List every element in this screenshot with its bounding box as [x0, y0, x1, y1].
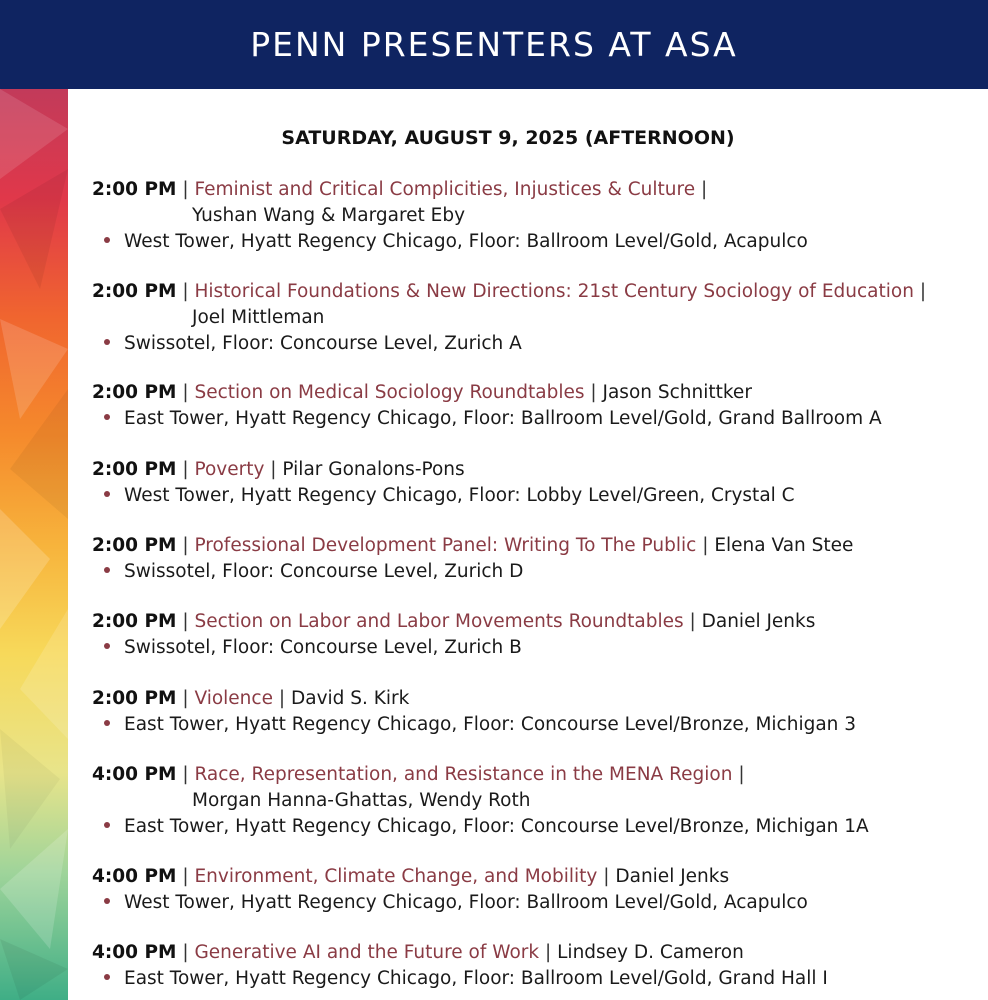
separator: |: [689, 611, 696, 632]
session-location: [92, 966, 972, 992]
session-presenters: Daniel Jenks: [615, 866, 730, 887]
bullet-icon: [104, 720, 110, 726]
bullet-icon: [104, 898, 110, 904]
separator: |: [182, 281, 189, 302]
separator: |: [278, 688, 286, 709]
separator: |: [182, 535, 189, 556]
separator: |: [182, 764, 189, 785]
bullet-icon: [104, 237, 110, 243]
session-time: 2:00 PM: [92, 382, 177, 403]
session-title: Section on Labor and Labor Movements Roundtables: [194, 611, 684, 632]
session-location: [92, 635, 972, 661]
location-text: East Tower, Hyatt Regency Chicago, Floor: Concourse Level/Bronze, Michigan 1A: [124, 816, 869, 837]
session-location: [92, 559, 972, 585]
session-title: Section on Medical Sociology Roundtables: [194, 382, 585, 403]
session-header: [92, 533, 972, 559]
separator: |: [603, 866, 610, 887]
session-header: [92, 279, 972, 305]
separator: |: [701, 179, 708, 200]
session-item: [92, 940, 972, 992]
separator: |: [738, 764, 745, 785]
session-presenters: Elena Van Stee: [714, 535, 854, 556]
session-item: [92, 457, 972, 509]
day-heading: SATURDAY, AUGUST 9, 2025 (AFTERNOON): [281, 127, 735, 149]
session-header: [92, 940, 972, 966]
session-title: Professional Development Panel: Writing To The Public: [194, 535, 697, 556]
session-presenters: David S. Kirk: [290, 688, 410, 709]
session-time: 4:00 PM: [92, 866, 177, 887]
session-location: [92, 712, 972, 738]
separator: |: [182, 866, 189, 887]
bullet-icon: [104, 822, 110, 828]
bullet-icon: [104, 339, 110, 345]
separator: |: [182, 179, 189, 200]
session-title: Feminist and Critical Complicities, Injustices & Culture: [194, 179, 696, 200]
session-time: 2:00 PM: [92, 281, 177, 302]
session-time: 2:00 PM: [92, 611, 177, 632]
session-time: 2:00 PM: [92, 459, 177, 480]
session-item: [92, 177, 972, 255]
session-header: [92, 177, 972, 203]
session-item: [92, 609, 972, 661]
session-item: [92, 380, 972, 432]
session-title: Historical Foundations & New Directions: 21st Century Sociology of Education: [194, 281, 914, 302]
session-title: Poverty: [194, 459, 265, 480]
session-presenters: Jason Schnittker: [602, 382, 752, 403]
rainbow-stripe-graphic: [0, 89, 68, 1000]
location-text: West Tower, Hyatt Regency Chicago, Floor: Lobby Level/Green, Crystal C: [124, 485, 795, 506]
session-title: Environment, Climate Change, and Mobility: [194, 866, 598, 887]
location-text: West Tower, Hyatt Regency Chicago, Floor: Ballroom Level/Gold, Acapulco: [124, 892, 808, 913]
session-time: 4:00 PM: [92, 942, 177, 963]
session-title: Race, Representation, and Resistance in the MENA Region: [194, 764, 733, 785]
location-text: East Tower, Hyatt Regency Chicago, Floor: Concourse Level/Bronze, Michigan 3: [124, 714, 857, 735]
session-presenters: Daniel Jenks: [701, 611, 816, 632]
bullet-icon: [104, 414, 110, 420]
session-time: 2:00 PM: [92, 688, 177, 709]
separator: |: [182, 382, 189, 403]
session-time: 2:00 PM: [92, 535, 177, 556]
location-text: East Tower, Hyatt Regency Chicago, Floor: Ballroom Level/Gold, Grand Hall I: [124, 968, 828, 989]
bullet-icon: [104, 567, 110, 573]
session-presenters: Pilar Gonalons-Pons: [282, 459, 465, 480]
rainbow-stripe: [0, 89, 68, 1000]
location-text: Swissotel, Floor: Concourse Level, Zurich D: [124, 561, 524, 582]
separator: |: [182, 688, 189, 709]
location-text: West Tower, Hyatt Regency Chicago, Floor: Ballroom Level/Gold, Acapulco: [124, 231, 808, 252]
separator: |: [919, 281, 927, 302]
session-presenters: Yushan Wang & Margaret Eby: [192, 205, 466, 226]
session-item: [92, 762, 972, 840]
session-location: [92, 229, 972, 255]
session-header: [92, 609, 972, 635]
session-location: [92, 406, 972, 432]
session-header: [92, 864, 972, 890]
bullet-icon: [104, 643, 110, 649]
session-presenters: Morgan Hanna-Ghattas, Wendy Roth: [192, 790, 531, 811]
separator: |: [270, 459, 277, 480]
separator: |: [182, 459, 189, 480]
schedule-content: [68, 89, 988, 1000]
session-presenters: Joel Mittleman: [192, 307, 325, 328]
separator: |: [182, 611, 189, 632]
separator: |: [545, 942, 552, 963]
session-header: [92, 457, 972, 483]
session-header: [92, 762, 972, 788]
location-text: Swissotel, Floor: Concourse Level, Zurich B: [124, 637, 522, 658]
session-location: [92, 890, 972, 916]
session-time: 2:00 PM: [92, 179, 177, 200]
separator: |: [182, 942, 189, 963]
session-item: [92, 279, 972, 357]
session-title: Generative AI and the Future of Work: [194, 942, 540, 963]
session-title: Violence: [194, 688, 273, 709]
separator: |: [590, 382, 597, 403]
session-presenters: Lindsey D. Cameron: [557, 942, 744, 963]
session-location: [92, 483, 972, 509]
header-banner: [0, 0, 988, 89]
session-location: [92, 814, 972, 840]
location-text: Swissotel, Floor: Concourse Level, Zurich A: [124, 333, 522, 354]
session-item: [92, 864, 972, 916]
bullet-icon: [104, 491, 110, 497]
location-text: East Tower, Hyatt Regency Chicago, Floor: Ballroom Level/Gold, Grand Ballroom A: [124, 408, 882, 429]
session-header: [92, 686, 972, 712]
session-item: [92, 686, 972, 738]
session-location: [92, 331, 972, 357]
session-header: [92, 380, 972, 406]
session-item: [92, 533, 972, 585]
bullet-icon: [104, 974, 110, 980]
separator: |: [702, 535, 709, 556]
session-time: 4:00 PM: [92, 764, 177, 785]
page-title: PENN PRESENTERS AT ASA: [250, 25, 738, 64]
